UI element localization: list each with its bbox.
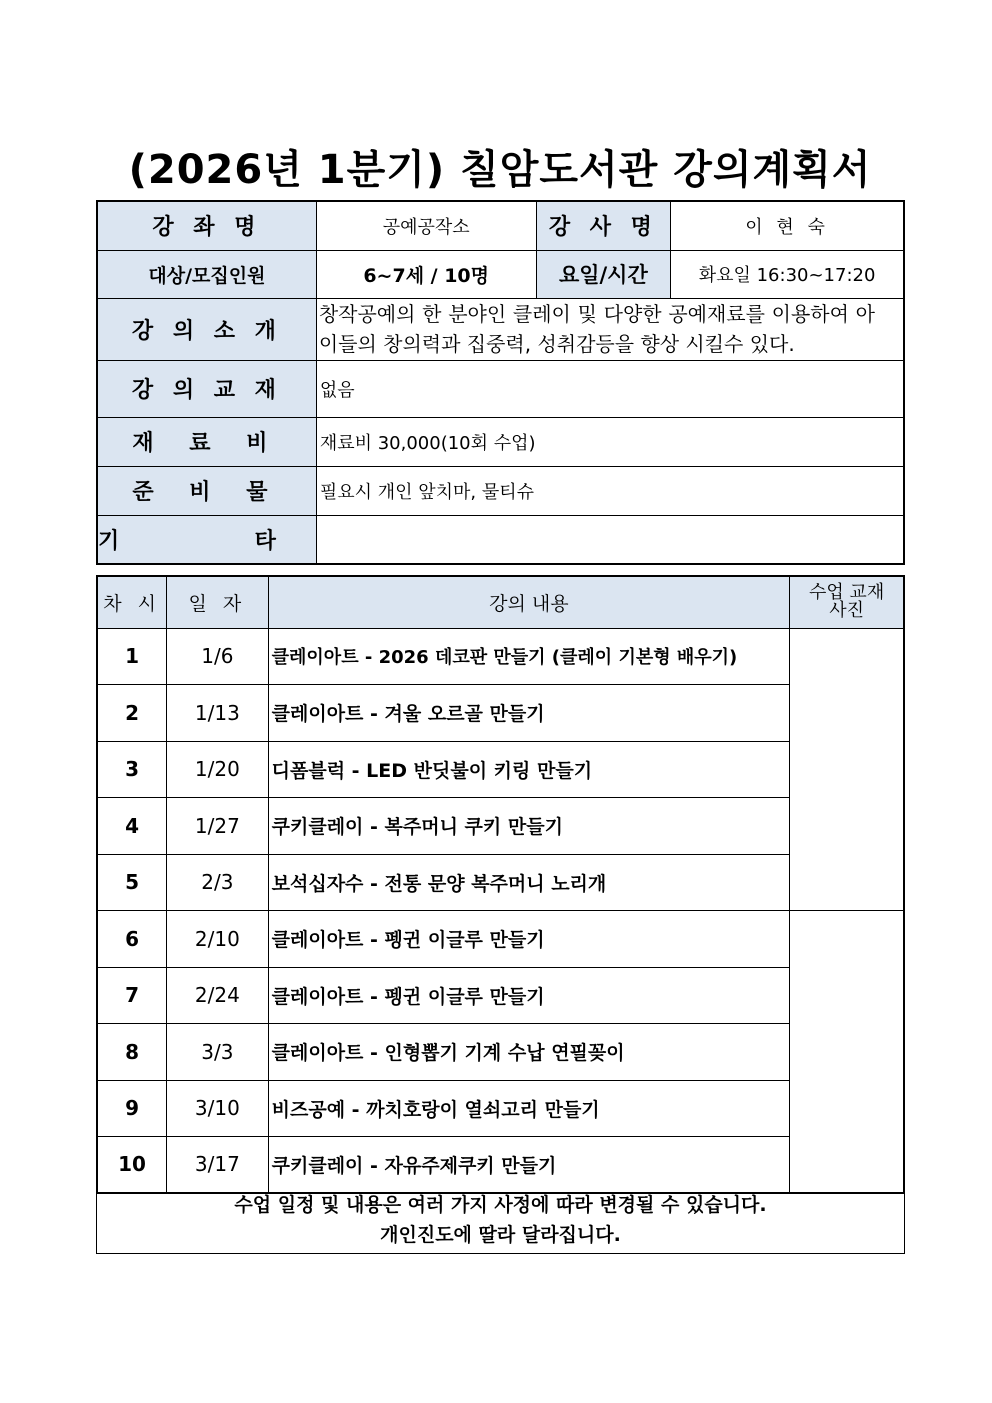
content-header: 강의 내용 — [268, 576, 790, 628]
session-date: 1/20 — [167, 741, 269, 797]
textbook-label: 강 의 교 재 — [97, 360, 316, 417]
session-number: 8 — [97, 1023, 167, 1080]
session-number: 9 — [97, 1080, 167, 1136]
table-row — [97, 910, 904, 967]
session-date: 2/3 — [167, 854, 269, 910]
prep-label: 준 비 물 — [97, 466, 316, 515]
footer-note-line2: 개인진도에 딸라 달라집니다. — [380, 1224, 621, 1246]
table-row — [97, 1023, 904, 1080]
instructor-value: 이 현 숙 — [671, 201, 904, 250]
table-row — [97, 628, 904, 684]
prep-value: 필요시 개인 앞치마, 물티슈 — [316, 466, 904, 515]
session-number: 2 — [97, 684, 167, 741]
photo-header: 수업 교재 사진 — [790, 576, 904, 628]
table-row — [97, 967, 904, 1023]
session-date: 1/13 — [167, 684, 269, 741]
session-header: 차 시 — [97, 576, 167, 628]
schedule-label: 요일/시간 — [536, 250, 671, 298]
session-content: 클레이아트 - 펭귄 이글루 만들기 — [268, 910, 790, 967]
footer-note-line1: 수업 일정 및 내용은 여러 가지 사정에 따라 변경될 수 있습니다. — [234, 1194, 767, 1216]
textbook-value: 없음 — [316, 360, 904, 417]
session-number: 3 — [97, 741, 167, 797]
session-content: 디폼블럭 - LED 반딧불이 키링 만들기 — [268, 741, 790, 797]
session-content: 클레이아트 - 펭귄 이글루 만들기 — [268, 967, 790, 1023]
instructor-label: 강 사 명 — [536, 201, 671, 250]
table-row — [97, 854, 904, 910]
intro-value: 창작공예의 한 분야인 클레이 및 다양한 공예재료를 이용하여 아이들의 창의력과 집중력, 성취감등을 향상 시킬수 있다. — [316, 298, 904, 360]
fee-value: 재료비 30,000(10회 수업) — [316, 417, 904, 466]
session-content: 보석십자수 - 전통 문양 복주머니 노리개 — [268, 854, 790, 910]
session-content: 쿠키클레이 - 복주머니 쿠키 만들기 — [268, 797, 790, 854]
session-date: 3/17 — [167, 1136, 269, 1193]
course-name-value: 공예공작소 — [316, 201, 536, 250]
table-row — [97, 684, 904, 741]
session-date: 1/6 — [167, 628, 269, 684]
session-content: 클레이아트 - 겨울 오르골 만들기 — [268, 684, 790, 741]
table-row — [97, 1080, 904, 1136]
schedule-value: 화요일 16:30~17:20 — [671, 250, 904, 298]
table-row — [97, 741, 904, 797]
target-label: 대상/모집인원 — [97, 250, 316, 298]
fee-label: 재 료 비 — [97, 417, 316, 466]
session-number: 6 — [97, 910, 167, 967]
intro-label: 강 의 소 개 — [97, 298, 316, 360]
photo-cell-2 — [790, 910, 904, 1193]
session-number: 5 — [97, 854, 167, 910]
course-info-table — [96, 200, 905, 565]
schedule-table — [96, 575, 905, 1194]
date-header: 일 자 — [167, 576, 269, 628]
session-content: 클레이아트 - 인형뽑기 기계 수납 연필꽂이 — [268, 1023, 790, 1080]
session-number: 10 — [97, 1136, 167, 1193]
session-date: 2/24 — [167, 967, 269, 1023]
session-number: 4 — [97, 797, 167, 854]
table-row — [97, 1136, 904, 1193]
session-content: 비즈공예 - 까치호랑이 열쇠고리 만들기 — [268, 1080, 790, 1136]
table-row — [97, 797, 904, 854]
session-date: 2/10 — [167, 910, 269, 967]
session-date: 3/10 — [167, 1080, 269, 1136]
session-content: 쿠키클레이 - 자유주제쿠키 만들기 — [268, 1136, 790, 1193]
etc-value — [316, 515, 904, 564]
footer-note — [96, 1190, 905, 1254]
session-date: 1/27 — [167, 797, 269, 854]
photo-cell-1 — [790, 628, 904, 910]
page-title: (2026년 1분기) 칠암도서관 강의계획서 — [128, 147, 872, 193]
target-value: 6~7세 / 10명 — [316, 250, 536, 298]
session-number: 7 — [97, 967, 167, 1023]
etc-label: 기 타 — [97, 515, 316, 564]
session-date: 3/3 — [167, 1023, 269, 1080]
course-name-label: 강 좌 명 — [97, 201, 316, 250]
session-content: 클레이아트 - 2026 데코판 만들기 (클레이 기본형 배우기) — [268, 628, 790, 684]
session-number: 1 — [97, 628, 167, 684]
